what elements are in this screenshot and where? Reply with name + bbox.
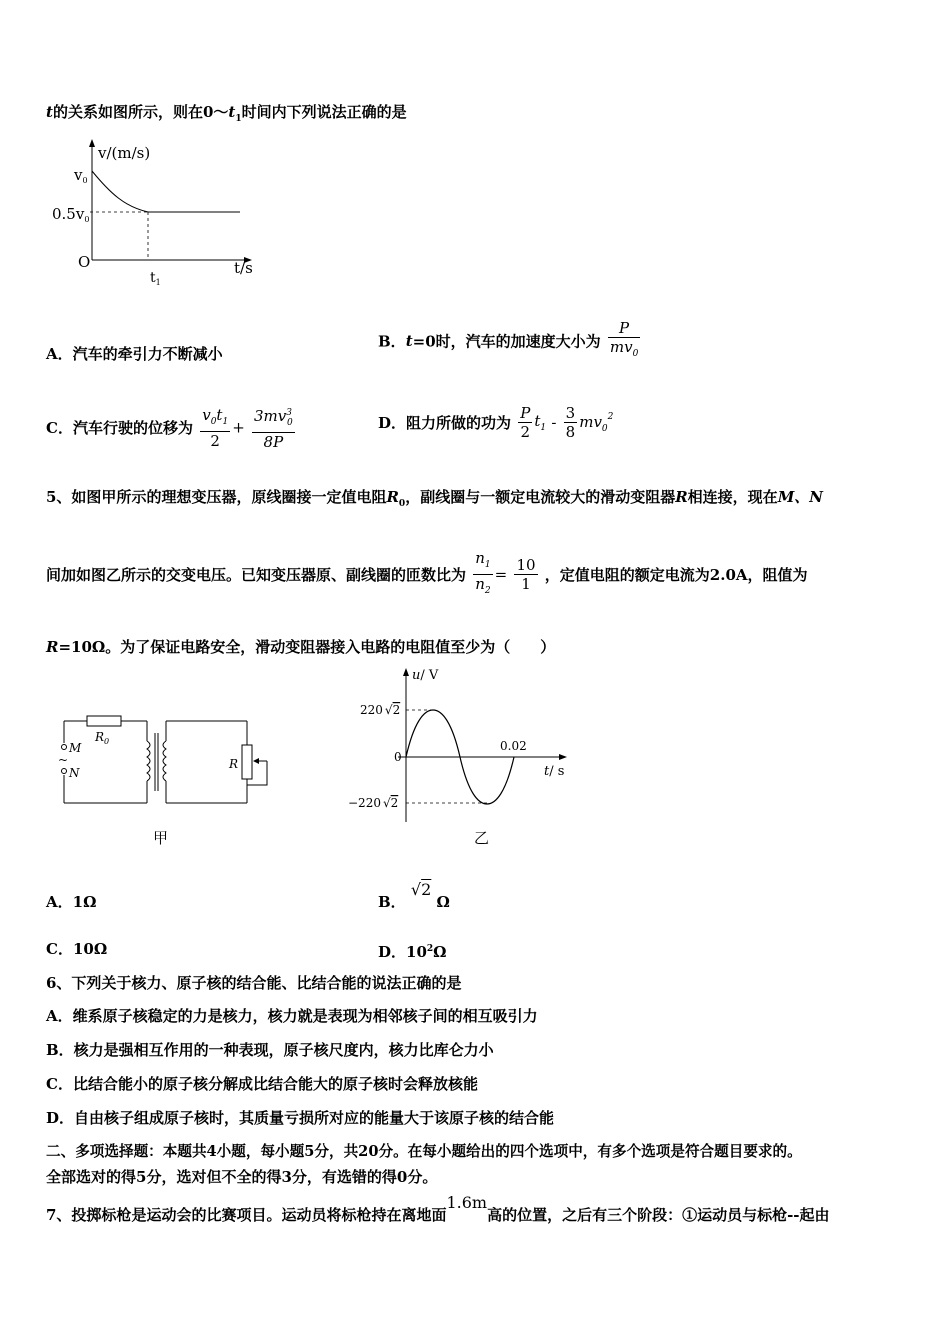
circuit-r-label: R (229, 757, 239, 771)
graph1-half-v0: $0.5v_0$ (52, 205, 90, 224)
q7-stem: 7、投掷标枪是运动会的比赛项目。运动员将标枪持在离地面1.6m高的位置，之后有三个阶段：①运动员与标枪--起由 (46, 1193, 830, 1224)
q5-option-c: C．10Ω (46, 940, 108, 958)
q4-d-fraction-2: $\frac{3}{8}$ (565, 404, 576, 441)
q6-stem: 6、下列关于核力、原子核的结合能、比结合能的说法正确的是 (46, 974, 462, 992)
q4-option-d: D．阻力所做的功为 $\frac{P}{2}$ $t_1$ - $\frac{3}{8}$ $mv_0^2$ (378, 404, 614, 441)
q5-option-d: D．$10^2\Omega$ (378, 943, 447, 961)
q5-option-b: B． √2 Ω (378, 880, 450, 911)
figure-yi-label: 乙 (474, 829, 490, 847)
circuit-tilde: ~ (58, 753, 69, 767)
wave-period-label: 0.02 (500, 739, 527, 753)
wave-peak-label: 220 √2 (360, 703, 401, 717)
wave-neg-peak-label: −220 √2 (348, 796, 399, 810)
q6-option-a: A．维系原子核稳定的力是核力，核力就是表现为相邻核子间的相互吸引力 (46, 1007, 538, 1025)
graph1-origin: O (78, 253, 91, 271)
wave-t-label: t/ s (544, 764, 565, 779)
wave-u-label: u/ V (412, 668, 439, 683)
circuit-m-label: M (69, 741, 82, 755)
section-2-heading-line-2: 全部选对的得5分，选对但不全的得3分，有选错的得0分。 (46, 1168, 438, 1186)
q4-option-b: B．t=0时，汽车的加速度大小为 $\frac{P}{mv_0}$ (378, 319, 642, 363)
q5-option-a: A．1Ω (46, 893, 97, 911)
q4-option-c: C．汽车行驶的位移为 $\frac{v_0t_1}{2}$ + $\frac{3mv^3_0}{8P}$ (46, 405, 293, 451)
q6-option-b: B．核力是强相互作用的一种表现，原子核尺度内，核力比库仑力小 (46, 1041, 494, 1059)
q4-d-fraction-1: $\frac{P}{2}$ (520, 404, 531, 441)
q4-b-fraction: $\frac{P}{mv_0}$ (609, 319, 639, 359)
graph1-t1: $t_1$ (150, 270, 161, 287)
q5-turns-ratio-right: $\frac{10}{1}$ (516, 556, 536, 593)
q4-c-fraction-1: $\frac{v_0t_1}{2}$ (202, 405, 229, 450)
velocity-time-graph (40, 135, 270, 295)
q5-line-2: 间加如图乙所示的交变电压。已知变压器原、副线圈的匝数比为 $\frac{n_1}{n_2}$ = $\frac{10}{1}$ ，定值电阻的额定电流为2.0A，阻值为 (46, 549, 808, 600)
circuit-n-label: N (69, 766, 80, 780)
wave-zero-label: 0 (394, 750, 402, 764)
ac-waveform-negative-half (340, 662, 580, 832)
graph1-y-label: v/(m/s) (98, 144, 151, 162)
q5-line-3: R=10Ω。为了保证电路安全，滑动变阻器接入电路的电阻值至少为（ ） (46, 638, 556, 656)
transformer-circuit-diagram (55, 705, 280, 815)
circuit-r0-label: $R_0$ (95, 730, 110, 746)
graph1-x-label: t/s (234, 259, 253, 277)
q5-turns-ratio-left: $\frac{n_1}{n_2}$ (475, 549, 491, 596)
q6-option-d: D．自由核子组成原子核时，其质量亏损所对应的能量大于该原子核的结合能 (46, 1109, 555, 1127)
figure-jia-label: 甲 (153, 829, 169, 847)
q5-line-1: 5、如图甲所示的理想变压器，原线圈接一定值电阻$R_0$，副线圈与一额定电流较大的滑动变阻器R相连接，现在M、N (46, 488, 824, 509)
section-2-heading-line-1: 二、多项选择题：本题共4小题，每小题5分，共20分。在每小题给出的四个选项中，有多个选项是符合题目要求的。 (46, 1143, 802, 1160)
graph1-v0: $v_0$ (74, 166, 88, 185)
q4-intro: t的关系如图所示，则在$0\sim t_1$时间内下列说法正确的是 (46, 103, 407, 124)
q6-option-c: C．比结合能小的原子核分解成比结合能大的原子核时会释放核能 (46, 1075, 478, 1093)
q4-option-a: A．汽车的牵引力不断减小 (46, 345, 223, 363)
q4-c-fraction-2: $\frac{3mv^3_0}{8P}$ (252, 404, 295, 451)
